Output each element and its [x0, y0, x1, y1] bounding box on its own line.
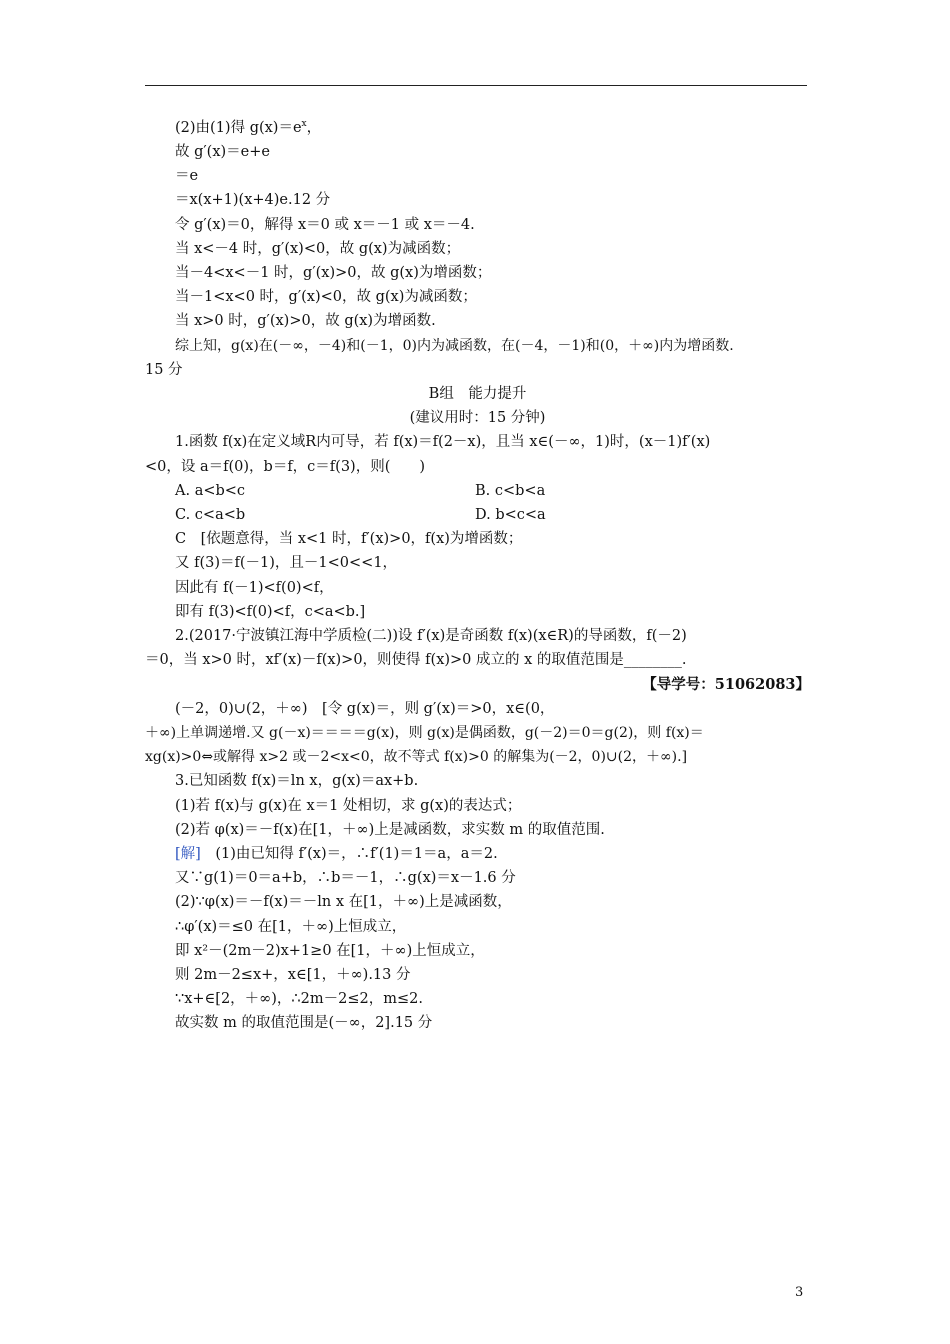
text-line: (2)若 φ(x)＝－f(x)在[1，＋∞)上是减函数，求实数 m 的取值范围. — [175, 821, 605, 838]
answer-line: C [依题意得，当 x<1 时，f′(x)>0，f(x)为增函数； — [175, 531, 523, 548]
text-line: 当－1<x<0 时，g′(x)<0，故 g(x)为减函数； — [175, 289, 477, 306]
text-line: 因此有 f(－1)<f(0)<f， — [175, 579, 334, 596]
text-line: (2)∵φ(x)＝－f(x)＝－ln x 在[1，＋∞)上是减函数， — [175, 894, 512, 911]
answer-line: (－2，0)∪(2，＋∞) [令 g(x)＝，则 g′(x)＝>0，x∈(0， — [175, 700, 555, 717]
text-line: 故 g′(x)＝e+e — [175, 144, 270, 161]
text-line: 令 g′(x)＝0，解得 x＝0 或 x＝－1 或 x＝－4. — [175, 216, 475, 233]
option-c: C. c<a<b — [175, 507, 246, 524]
page-body — [145, 112, 810, 1036]
question-1: 1.函数 f(x)在定义域R内可导，若 f(x)＝f(2－x)，且当 x∈(－∞，1)时，(x－1)f′(x) — [175, 434, 711, 451]
text-line: (1)若 f(x)与 g(x)在 x＝1 处相切，求 g(x)的表达式； — [175, 797, 522, 814]
text-line: 当－4<x<－1 时，g′(x)>0，故 g(x)为增函数； — [175, 265, 492, 282]
text-line: 综上知，g(x)在(－∞，－4)和(－1，0)内为减函数，在(－4，－1)和(0，＋∞)内为增函数. — [175, 337, 734, 354]
text-line: ＝x(x+1)(x+4)e.12 分 — [175, 192, 331, 209]
solution-label: [解] — [175, 845, 201, 862]
text-line: 又∵g(1)＝0＝a+b，∴b＝－1，∴g(x)＝x－1.6 分 — [175, 870, 516, 887]
guide-number: 【导学号：51062083】 — [642, 675, 810, 693]
text-line: (2)由(1)得 $g(x)=e^x$， — [175, 119, 322, 136]
text-line: ＋∞)上单调递增.又 g(－x)＝＝＝＝g(x)，则 g(x)是偶函数，g(－2)＝0＝g(2)，则 f(x)＝ — [145, 724, 704, 741]
question-2: 2.(2017·宁波镇江海中学质检(二))设 f′(x)是奇函数 f(x)(x∈R)的导函数，f(－2) — [175, 628, 687, 645]
text-line: 又 f(3)＝f(－1)，且－1<0<<1， — [175, 555, 398, 572]
text-line: xg(x)>0⇔或解得 x>2 或－2<x<0，故不等式 f(x)>0 的解集为(－2，0)∪(2，＋∞).] — [145, 749, 688, 766]
text-line: 15 分 — [145, 361, 183, 378]
question-3: 3.已知函数 f(x)＝ln x，g(x)＝ax+b. — [175, 773, 419, 790]
text-line: 当 x>0 时，g′(x)>0，故 g(x)为增函数. — [175, 313, 436, 330]
text-line: ＝e — [175, 168, 199, 185]
option-b: B. c<b<a — [475, 482, 546, 499]
text-line: 即有 f(3)<f(0)<f，c<a<b.] — [175, 603, 366, 620]
option-d: D. b<c<a — [475, 507, 546, 524]
text-line: 即 x²－(2m－2)x+1≥0 在[1，＋∞)上恒成立， — [175, 942, 485, 959]
option-a: A. a<b<c — [175, 482, 246, 499]
text-line: 当 x<－4 时，g′(x)<0，故 g(x)为减函数； — [175, 240, 461, 257]
options-row — [145, 479, 810, 503]
section-heading: B组 能力提升 — [428, 386, 527, 403]
section-subheading: (建议用时：15 分钟) — [409, 410, 546, 427]
text-line: 故实数 m 的取值范围是(－∞，2].15 分 — [175, 1015, 433, 1032]
header-rule — [145, 85, 807, 86]
options-row — [145, 503, 810, 527]
text-line: ∴φ′(x)＝≤0 在[1，＋∞)上恒成立， — [175, 918, 407, 935]
solution-line: [解] (1)由已知得 f′(x)＝，∴f′(1)＝1＝a，a＝2. — [175, 845, 498, 862]
text-line: <0，设 a＝f(0)，b＝f，c＝f(3)，则( ) — [145, 458, 426, 475]
text-line: ＝0，当 x>0 时，xf′(x)－f(x)>0，则使得 f(x)>0 成立的 x 的取值范围是________. — [145, 652, 687, 669]
text-line: 则 2m－2≤x+，x∈[1，＋∞).13 分 — [175, 966, 411, 983]
page-number: 3 — [795, 1285, 804, 1300]
text-line: ∵x+∈[2，＋∞)，∴2m－2≤2，m≤2. — [175, 991, 423, 1008]
